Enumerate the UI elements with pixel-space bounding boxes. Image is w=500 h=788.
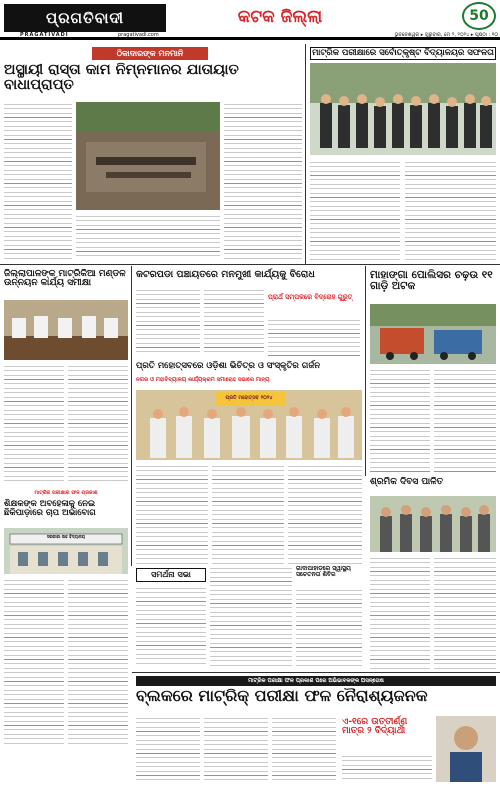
column-divider	[305, 44, 306, 264]
main-story-column-2	[76, 214, 220, 260]
festival-banner: ପ୍ରତି ମହୋତ୍ସବ ୨୦୨୪	[225, 394, 273, 401]
zilla-column-1	[4, 364, 64, 484]
pratimuhu-column-1	[136, 464, 208, 564]
bottom-column-2	[204, 716, 268, 782]
school-students-photo	[310, 63, 496, 155]
pratimuhu-column-2	[212, 464, 284, 564]
newspaper-logo: ପ୍ରଗତିବାଦୀ	[4, 4, 166, 32]
panchayat-column-2	[204, 288, 264, 356]
vehicles-photo	[370, 304, 496, 364]
shramik-column-1	[370, 556, 430, 676]
road-construction-photo	[76, 102, 220, 210]
bottom-headline: ବ୍ଲକରେ ମାଟ୍ରିକ୍ ପରୀକ୍ଷା ଫଳ ନୈରାଶ୍ୟଜନକ	[136, 686, 428, 705]
panchayat-headline: କଟରପଡା ପଞ୍ଚାୟତରେ ମନମୁଖୀ କାର୍ଯ୍ୟକୁ ବିରୋଧ	[136, 269, 315, 280]
main-headline: ଅସ୍ଥାୟୀ ରାସ୍ତା କାମ ନିମ୍ନମାନର ଯାତାୟାତ ବାଧାପ୍ରାପ୍ତ	[4, 62, 239, 94]
column-divider-3	[365, 266, 366, 476]
matric-story-column-1	[310, 160, 400, 260]
panchayat-column-1	[136, 288, 200, 356]
police-headline: ମାହାଙ୍ଗା ପୋଲିସର ଚଢ଼ଉ ୧୧ ଗାଡ଼ି ଅଟକ	[370, 269, 493, 293]
sikhyak-column-1	[4, 578, 64, 746]
bottom-callout: ଏ-୧ରେ ଉତ୍ତୀର୍ଣ୍ଣ ମାତ୍ର ୨ ବିଦ୍ୟାର୍ଥୀ	[342, 717, 408, 737]
main-story-column-3	[224, 102, 302, 260]
edition-title: କଟକ ଜିଲ୍ଲା	[237, 7, 323, 27]
bottom-column-1	[136, 716, 200, 782]
section-divider-1	[0, 264, 500, 265]
dateline: ଭୁବନେଶ୍ୱର ▸ ଗୁରୁବାର, ମେ ୨, ୨୦୨୪ ▸ ପୃଷ୍ଠା : ୧୦	[394, 32, 498, 38]
student-photo	[436, 716, 496, 782]
zilla-headline: ଜିଲ୍ଲାପାଳଙ୍କ ମାଟ୍ରିକିଆ ମଣ୍ଡଳ ଉନ୍ନୟନ କାର୍ଯ୍ୟ ସମୀକ୍ଷା	[4, 269, 126, 289]
meeting-photo	[4, 300, 128, 360]
matric-story-column-2	[405, 160, 496, 260]
samarthana-column-2	[210, 566, 292, 666]
main-story-photo	[76, 102, 220, 210]
shramik-headline: ଶ୍ରମିକ ଦିବସ ପାଳିତ	[370, 477, 444, 487]
workers-group-photo	[370, 496, 496, 552]
samarthana-headline: ସମର୍ଥନା ସଭା	[136, 568, 206, 582]
main-story-kicker: ଠିକାଦାରଙ୍କ ମନମାନି	[92, 47, 208, 60]
bottom-column-3	[272, 716, 336, 782]
seized-trucks-photo	[370, 304, 496, 364]
pratimuhu-subheadline: ନଗର ଓ ମହାବିଦ୍ୟାଳୟ କାର୍ଯ୍ୟକ୍ରମ ସମାରୋହ ସଭାରେ ମାନ୍ୟ	[136, 377, 270, 383]
anniversary-badge: 50	[462, 2, 496, 30]
health-column	[296, 588, 362, 668]
police-column-2	[434, 368, 496, 472]
main-story-column-1	[4, 102, 72, 260]
health-headline: ଗାଦାପାହାଡ଼ରେ ସ୍ୱାସ୍ଥ୍ୟ ସଚେତନତା ଶିବିର	[296, 565, 351, 579]
website-address: pragativadi.com	[118, 32, 159, 38]
section-divider-2	[132, 672, 500, 673]
pratimuhu-headline: ପ୍ରତି ମହୋତ୍ସବରେ ଓଡ଼ିଶା ଭିଚିତ୍ର ଓ ସଂସ୍କୃତିର ଗର୍ଜନ	[136, 361, 321, 371]
shramik-column-2	[434, 556, 496, 676]
bottom-kicker: ମାଟ୍ରିକ ପରୀକ୍ଷା ଫଳ ପ୍ରକାଶ ପରେ ଅଭିଭାବକଙ୍କ ଅସନ୍ତୋଷ	[136, 676, 496, 686]
panchayat-callout: ପ୍ରାର୍ଥ ସମ୍ପକରେ ବିଦ୍ରୋହ ଗୁରୁତ୍	[268, 293, 353, 301]
zilla-meeting-photo	[4, 300, 128, 360]
logo-subtitle: PRAGATIVADI	[20, 32, 69, 38]
samarthana-column-1	[136, 586, 206, 666]
column-divider-2	[131, 266, 132, 566]
bottom-column-4	[342, 754, 432, 782]
sikhyak-headline: ଶିକ୍ଷକଙ୍କ ଅବହେଳାକୁ ନେଇ ଛିକିପାଡ଼ାରେ ଚାପ ଅଭାବୋଗ	[4, 499, 96, 518]
matric-top-headline: ମାଟ୍ରିକ ପରୀକ୍ଷାରେ ସର୍ବୋତ୍କୃଷ୍ଟ ବିଦ୍ୟାଳୟର ସଫଳତା	[310, 47, 496, 60]
school-sign: ସରକାରୀ ଉଚ୍ଚ ବିଦ୍ୟାଳୟ	[46, 534, 86, 539]
police-column-1	[370, 368, 430, 472]
panchayat-column-3	[268, 318, 360, 356]
pratimuhu-column-3	[288, 464, 362, 564]
student-portrait	[436, 716, 496, 782]
sikhyak-column-2	[68, 578, 128, 746]
school-group-photo	[310, 63, 496, 155]
zilla-column-2	[68, 364, 128, 484]
labour-day-photo	[370, 496, 496, 552]
sikhyak-kicker: ମାଟ୍ରିକ ପରୀକ୍ଷାର ଫଳ ପ୍ରକାଶ	[34, 490, 98, 496]
